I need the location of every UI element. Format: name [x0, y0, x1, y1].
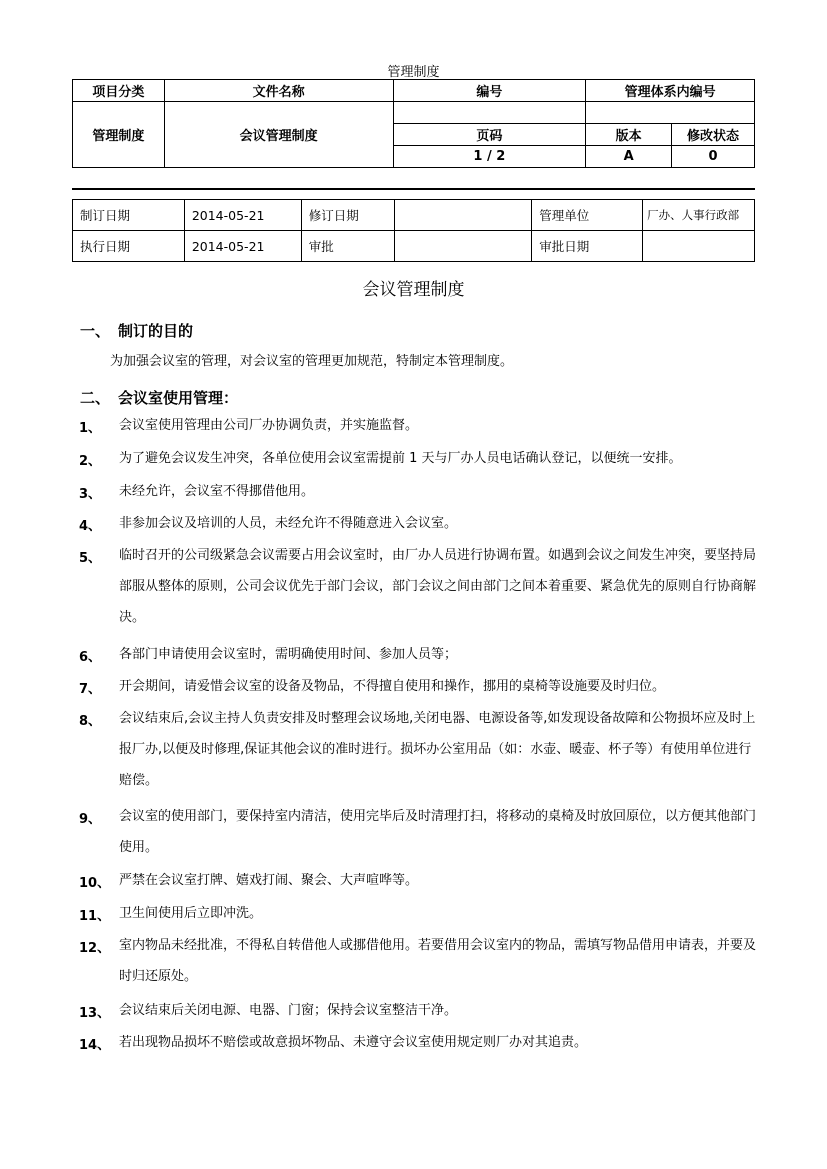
item-text: 若出现物品损坏不赔偿或故意损坏物品、未遵守会议室使用规定则厂办对其追责。: [119, 1035, 588, 1050]
status-label: 修改状态: [672, 124, 755, 146]
item-number: 11、: [79, 909, 111, 924]
item-text: 未经允许，会议室不得挪借他用。: [119, 484, 315, 499]
date-info-table: [72, 199, 755, 262]
manage-unit-value: 厂办、人事行政部: [643, 200, 755, 231]
section-title: 制订的目的: [118, 322, 194, 340]
item-number: 9、: [79, 812, 102, 827]
item-text: 各部门申请使用会议室时，需明确使用时间、参加人员等；: [119, 647, 458, 662]
item-number: 10、: [79, 876, 111, 891]
item-text: 为了避免会议发生冲突，各单位使用会议室需提前 1 天与厂办人员电话确认登记，以便统一安排。: [119, 451, 682, 466]
item-text: 会议结束后,会议主持人负责安排及时整理会议场地,关闭电器、电源设备等,如发现设备故障和公物损坏应及时上报厂办,以便及时修理,保证其他会议的准时进行。损坏办公室用品（如：水壶、暖壶、杯子等）有使用单位进行赔偿。: [119, 711, 756, 788]
approve-value: [394, 231, 532, 262]
item-text: 临时召开的公司级紧急会议需要占用会议室时，由厂办人员进行协调布置。如遇到会议之间发生冲突，要坚持局部服从整体的原则，公司会议优先于部门会议，部门会议之间由部门之间本着重要、紧急优先的原则自行协商解决。: [119, 548, 757, 625]
item-number: 7、: [79, 682, 102, 697]
item-text: 室内物品未经批准，不得私自转借他人或挪借他用。若要借用会议室内的物品，需填写物品借用申请表，并要及时归还原处。: [119, 938, 757, 984]
section-title: 会议室使用管理：: [118, 389, 239, 407]
purpose-paragraph: 为加强会议室的管理，对会议室的管理更加规范，特制定本管理制度。: [110, 354, 514, 369]
number-value: [393, 102, 586, 124]
exec-date-value: 2014-05-21: [184, 231, 301, 262]
approve-label: 审批: [301, 231, 394, 262]
manage-unit-label: 管理单位: [532, 200, 643, 231]
filename-value: 会议管理制度: [164, 102, 393, 168]
section-number: 一、: [80, 322, 111, 340]
system-number-value: [586, 102, 755, 124]
section-number: 二、: [80, 389, 111, 407]
version-value: A: [586, 146, 672, 168]
item-text: 非参加会议及培训的人员，未经允许不得随意进入会议室。: [119, 516, 458, 531]
approve-date-value: [643, 231, 755, 262]
approve-date-label: 审批日期: [532, 231, 643, 262]
item-text: 卫生间使用后立即冲洗。: [119, 906, 263, 921]
exec-date-label: 执行日期: [73, 231, 185, 262]
item-number: 6、: [79, 650, 102, 665]
col-number-header: 编号: [393, 80, 586, 102]
item-text: 严禁在会议室打牌、嬉戏打闹、聚会、大声喧哗等。: [119, 873, 419, 888]
col-category-header: 项目分类: [73, 80, 165, 102]
item-number: 1、: [79, 421, 102, 436]
document-title: 会议管理制度: [362, 280, 465, 300]
table-divider: [72, 188, 755, 190]
col-filename-header: 文件名称: [164, 80, 393, 102]
revised-date-value: [394, 200, 532, 231]
item-number: 13、: [79, 1006, 111, 1021]
made-date-label: 制订日期: [73, 200, 185, 231]
version-label: 版本: [586, 124, 672, 146]
item-number: 12、: [79, 941, 111, 956]
item-text: 会议室使用管理由公司厂办协调负责，并实施监督。: [119, 418, 419, 433]
made-date-value: 2014-05-21: [184, 200, 301, 231]
page-label: 页码: [393, 124, 586, 146]
item-text: 会议结束后关闭电源、电器、门窗；保持会议室整洁干净。: [119, 1003, 458, 1018]
item-number: 5、: [79, 551, 102, 566]
header-title: 管理制度: [387, 65, 440, 80]
item-number: 8、: [79, 714, 102, 729]
item-number: 2、: [79, 454, 102, 469]
item-text: 会议室的使用部门，要保持室内清洁，使用完毕后及时清理打扫，将移动的桌椅及时放回原位，以方便其他部门使用。: [119, 809, 757, 855]
item-text: 开会期间，请爱惜会议室的设备及物品，不得擅自使用和操作，挪用的桌椅等设施要及时归位。: [119, 679, 666, 694]
col-system-number-header: 管理体系内编号: [586, 80, 755, 102]
status-value: 0: [672, 146, 755, 168]
section-heading: [80, 320, 193, 341]
document-info-table: [72, 79, 755, 168]
section-heading: [80, 387, 238, 408]
category-value: 管理制度: [73, 102, 165, 168]
item-number: 3、: [79, 487, 102, 502]
page-value: 1 / 2: [393, 146, 586, 168]
item-number: 14、: [79, 1038, 111, 1053]
revised-date-label: 修订日期: [301, 200, 394, 231]
item-number: 4、: [79, 519, 102, 534]
